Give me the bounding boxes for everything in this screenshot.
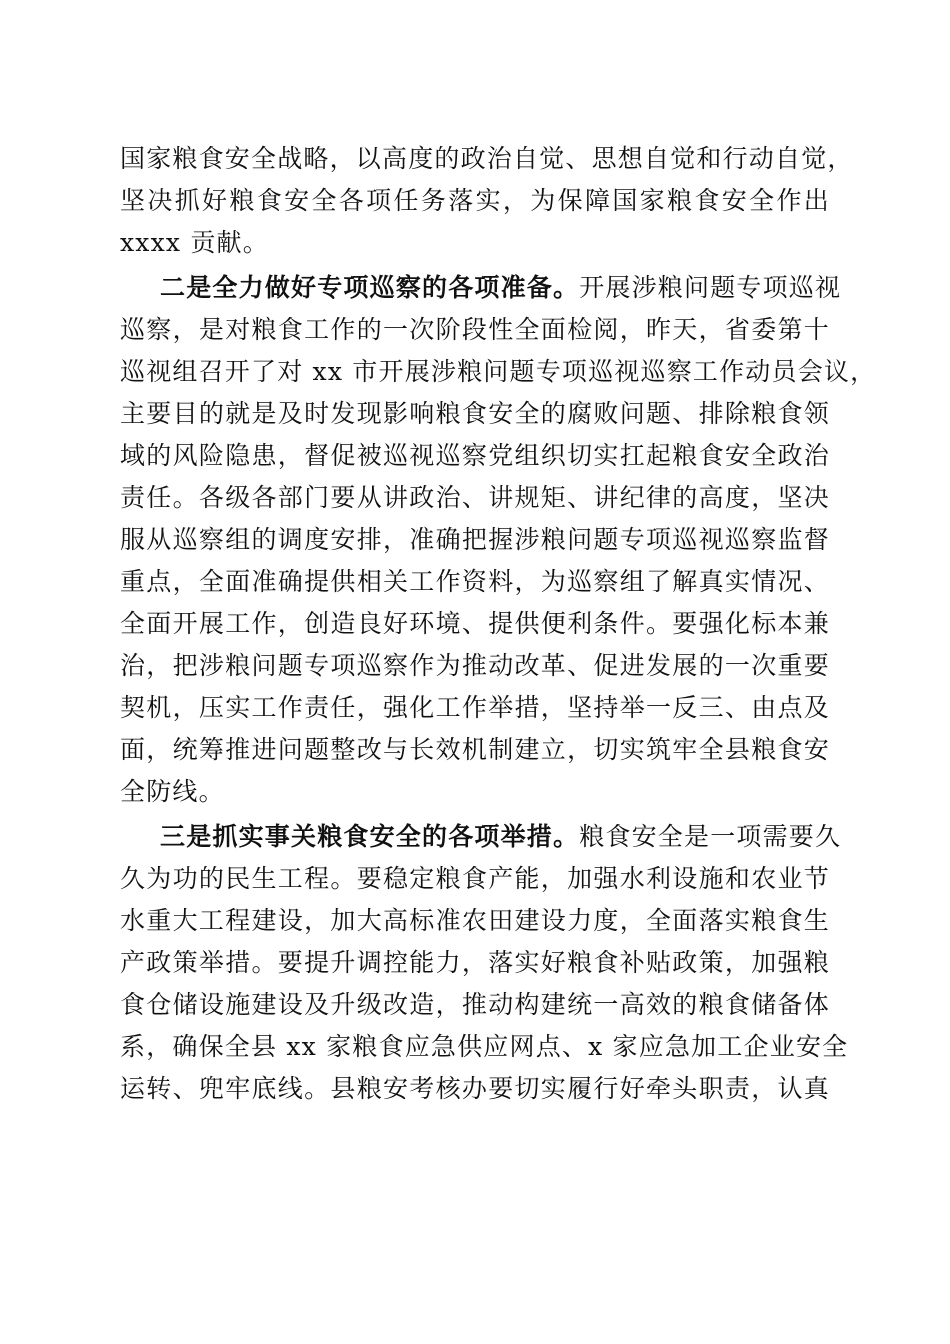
text-line: 水重大工程建设，加大高标准农田建设力度，全面落实粮食生: [120, 906, 830, 935]
text-line: 契机，压实工作责任，强化工作举措，坚持举一反三、由点及: [120, 693, 830, 722]
text-line: 二是全力做好专项巡察的各项准备。开展涉粮问题专项巡视: [160, 273, 842, 302]
paragraph-2: [120, 267, 877, 813]
text-line: 坚决抓好粮食安全各项任务落实，为保障国家粮食安全作出: [120, 186, 830, 215]
text-line: 巡察，是对粮食工作的一次阶段性全面检阅，昨天，省委第十: [120, 315, 830, 344]
text-line: 运转、兜牢底线。县粮安考核办要切实履行好牵头职责，认真: [120, 1074, 830, 1103]
text-line: 产政策举措。要提升调控能力，落实好粮食补贴政策，加强粮: [120, 948, 830, 977]
paragraph-heading: 三是抓实事关粮食安全的各项举措。: [160, 822, 580, 851]
text-line: 久为功的民生工程。要稳定粮食产能，加强水利设施和农业节: [120, 864, 830, 893]
paragraph-3: [120, 816, 849, 1110]
text-line: 巡视组召开了对 xx 市开展涉粮问题专项巡视巡察工作动员会议，: [120, 357, 877, 386]
text-line: 系，确保全县 xx 家粮食应急供应网点、x 家应急加工企业安全: [120, 1032, 849, 1061]
text-line: 面，统筹推进问题整改与长效机制建立，切实筑牢全县粮食安: [120, 735, 830, 764]
text-line: 主要目的就是及时发现影响粮食安全的腐败问题、排除粮食领: [120, 399, 830, 428]
text-line: 食仓储设施建设及升级改造，推动构建统一高效的粮食储备体: [120, 990, 830, 1019]
text-line: 国家粮食安全战略，以高度的政治自觉、思想自觉和行动自觉，: [120, 144, 854, 173]
paragraph-heading: 二是全力做好专项巡察的各项准备。: [160, 273, 580, 302]
text-line: 重点，全面准确提供相关工作资料，为巡察组了解真实情况、: [120, 567, 830, 596]
paragraph-1: [120, 138, 854, 264]
text-line: 治，把涉粮问题专项巡察作为推动改革、促进发展的一次重要: [120, 651, 830, 680]
document-body: [120, 138, 877, 1110]
text-line: xxxx 贡献。: [120, 228, 269, 257]
text-line: 域的风险隐患，督促被巡视巡察党组织切实扛起粮食安全政治: [120, 441, 830, 470]
text-line: 责任。各级各部门要从讲政治、讲规矩、讲纪律的高度，坚决: [120, 483, 830, 512]
text-line: 服从巡察组的调度安排，准确把握涉粮问题专项巡视巡察监督: [120, 525, 830, 554]
text-line: 三是抓实事关粮食安全的各项举措。粮食安全是一项需要久: [160, 822, 842, 851]
text-line: 全防线。: [120, 777, 225, 806]
text-line: 全面开展工作，创造良好环境、提供便利条件。要强化标本兼: [120, 609, 830, 638]
